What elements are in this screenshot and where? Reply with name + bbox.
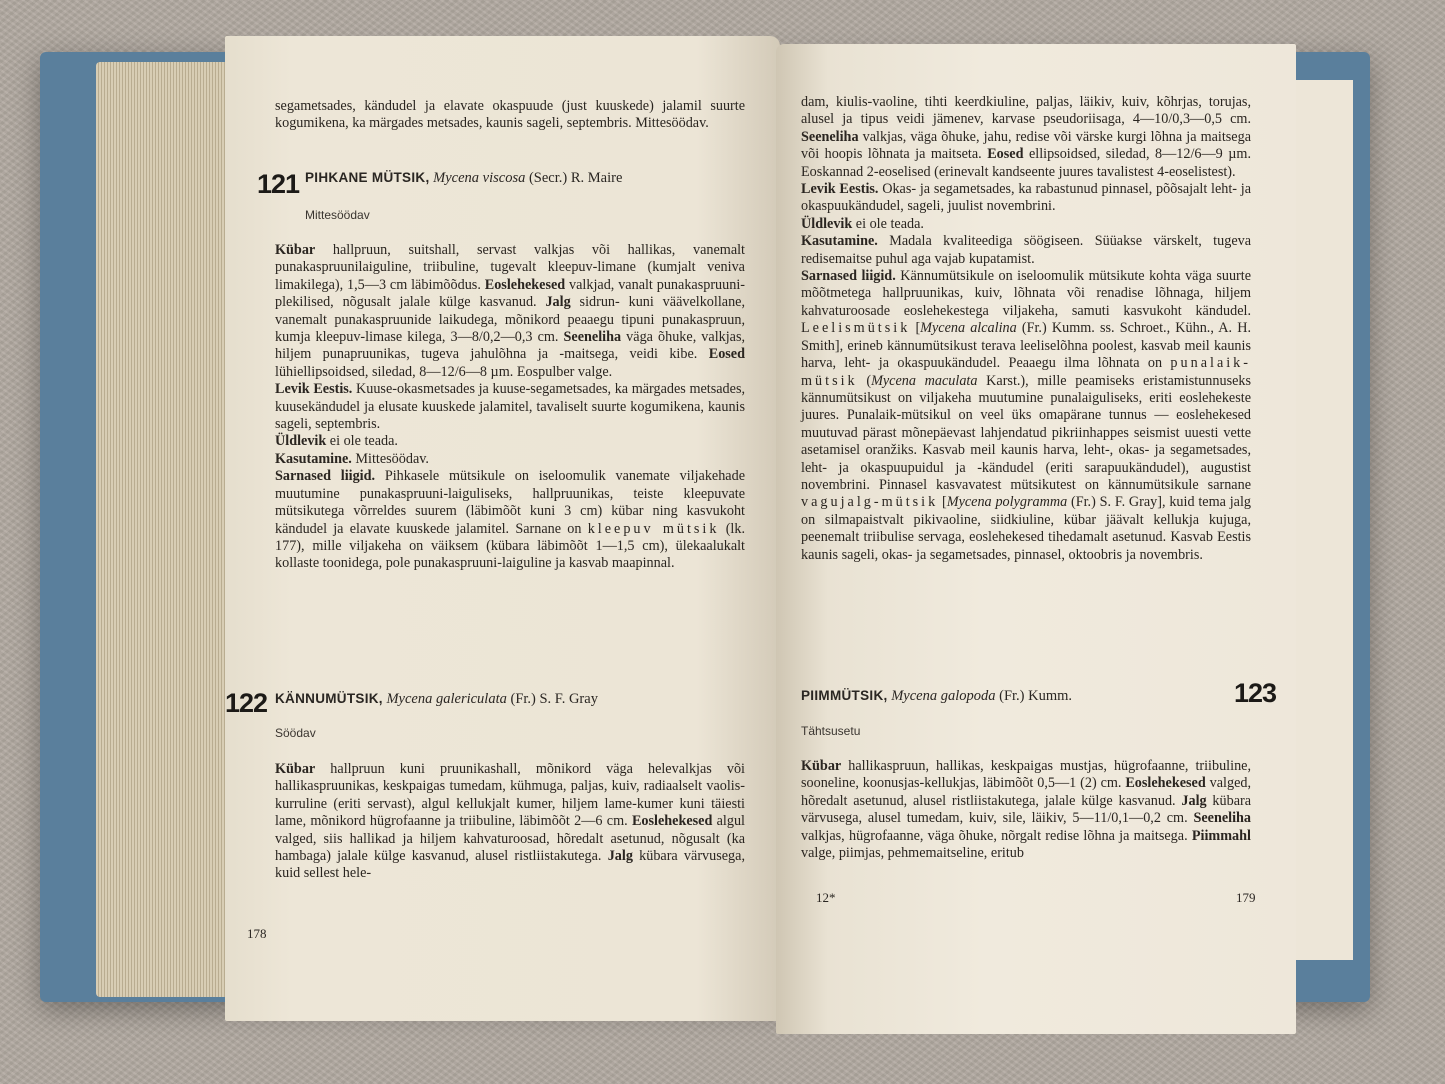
entry-122-continued: dam, kiulis-vaoline, tihti keerdkiuline, paljas, läikiv, kuiv, kõhrjas, torujas, alusel ja tipus veidi jämenev, karvase pseudoriisaga, 4—10/0,3—0,5 cm. Seeneliha valkjas, väga õhuke, jahu, redise või värske kurgi lõhna ja maitsega või hoopis lõhnata ja maitseta. Eosed ellipsoidsed, siledad, 8—12/6—9 µm. Eoskannad 2-eoselised (erinevalt kandseente juures tavalistest 4-eoselistest). Levik Eestis. Okas- ja segametsades, ka rabastunud pinnasel, põõsajalt leht- ja okaspuukändudel, sageli, juulist novembrini. Üldlevik ei ole teada. Kasutamine. Madala kvaliteediga söögiseen. Süüakse värskelt, tugeva redisemaitse puhul aga vajab kupatamist. Sarnased liigid. Kännumütsikule on iseloomulik mütsikute kohta väga suurte mõõtmetega hallpruunikas, kuiv, lõhnata või renadise lõhnaga, hiljem kahvaturoosade eoslehekestega viljakeha, samuti kasvukoht kändudel. Leelismütsik [Mycena alcalina (Fr.) Kumm. ss. Schroet., Kühn., A. H. Smith], erineb kännumütsikust terava leeliselõhna poolest, kasvab meil kaunis harva, leht- ja okaspuukändudel. Peaaegu ilma lõhnata on punalaik-mütsik (Mycena maculata Karst.), mille peamiseks eristamistunnuseks kännumütsikust on viljakeha muutumine punalaiguliseks, eriti eoslehekeste juures. Punalaik-mütsikul on veel üks omapärane tunnus — eoslehekesed muutuvad pärast mõnepäevast lahjendatud pikriinhappes seismist uuesti vette asetamisel oranžiks. Kasvab meil kaunis harva, leht-, okas- ja segametsades, leht- ja okaspuupuidul ja -kändudel (eriti sarapuukändudel), augustist novembrini. Pinnasel kasvavatest mütsikutest on kännumütsikule sarnane vagujalg-mütsik [Mycena polygramma (Fr.) S. F. Gray], kuid tema jalg on silmapaistvalt pikivaoline, siidkiuline, kübar jäävalt kellukja kujuga, peenemalt triibulise servaga, eoslehekesed tihedamalt asetunud. Kasvab Eestis kaunis sageli, okas- ja segametsades, pinnasel, oktoobris ja novembris. (801, 94, 1252, 563)
species-name: PIHKANE MÜTSIK, (305, 170, 430, 185)
species-author: (Secr.) R. Maire (528, 170, 623, 186)
species-name: PIIMMÜTSIK, (801, 688, 888, 703)
species-name: KÄNNUMÜTSIK, (275, 691, 383, 706)
entry-heading-123 (801, 688, 1072, 705)
entry-heading-122 (275, 691, 598, 708)
continued-text: segametsades, kändudel ja elavate okaspuude (just kuuskede) jalamil suurte kogumikena, ka märgades metsades, kaunis sageli, septembris. Mittesöödav. (275, 98, 745, 132)
entry-122-body: Kübar hallpruun kuni pruunikashall, mõnikord väga helevalkjas või hallikaspruunikas, keskpaigas tumedam, kühmuga, paljas, kuiv, radiaalselt vaolis-kurruline (eriti servast), algul kellukjalt kumer, hiljem lame-kumer kuni täiesti lame, mõnikord hügrofaanne ja triibuline, läbimõõt 2—6 cm. Eoslehekesed algul valged, siis hallikad ja hiljem kahvaturoosad, hõredalt asetunud, nõgusalt (ka hambaga) jalale külge kasvanud, alusel ristliistakutega. Jalg kübara värvusega, kuid sellest hele- (275, 761, 745, 882)
page-number-left: 178 (247, 926, 267, 941)
entry-121-body: Kübar hallpruun, suitshall, servast valkjas või hallikas, vanemalt punakaspruunilaiguline, triibuline, tugevalt kleepuv-limane (kumjalt veniva limakilega), 1,5—3 cm läbimõõdus. Eoslehekesed valkjad, vanalt punakaspruuni-plekilised, nõgusalt jalale külge kasvanud. Jalg sidrun- kuni väävelkollane, vanemalt punakaspruunide laikudega, mõnikord peaaegu tipuni punakaspruun, kumja kleepuv-limase kilega, 3—8/0,2—0,3 cm. Seeneliha väga õhuke, valkjas, hiljem punapruunikas, tugeva jahulõhna ja -maitsega, veidi kibe. Eosed lühiellipsoidsed, siledad, 8—12/6—8 µm. Eospulber valge. Levik Eestis. Kuuse-okasmetsades ja kuuse-segametsades, ka märgades metsades, kuusekändudel ja elusate kuuskede jalamitel, tavaliselt suurte kogumikena, kaunis sageli, septembris. Üldlevik ei ole teada. Kasutamine. Mittesöödav. Sarnased liigid. Pihkasele mütsikule on iseloomulik vanemate viljakehade muutumine punakaspruuni-laiguliseks, hallpruunikas, teiste kleepuvate mütsikutega võrreldes suurem (läbimõõt kuni 3 cm) kübar ning kasvukoht kändudel ja elavate kuuskede jalamitel. Sarnane on kleepuv mütsik (lk. 177), mille viljakeha on väiksem (kübara läbimõõt 1—1,5 cm), ülekaalukalt kollaste toonidega, pole punakaspruuni-laiguline ja kasvab maapinnal. (275, 242, 746, 572)
species-author: (Fr.) Kumm. (999, 688, 1073, 704)
page-number-right: 179 (1236, 890, 1256, 905)
edibility-status-123: Tähtsusetu (801, 724, 861, 738)
species-latin: Mycena galericulata (386, 691, 507, 707)
right-page (776, 44, 1296, 1034)
signature-mark: 12* (816, 890, 836, 905)
left-page (225, 36, 780, 1021)
entry-123-body: Kübar hallikaspruun, hallikas, keskpaigas mustjas, hügrofaanne, triibuline, sooneline, koonusjas-kellukjas, läbimõõt 0,5—1 (2) cm. Eoslehekesed valged, hõredalt asetunud, alusel ristliistakutega, jalale külge kasvanud. Jalg kübara värvusega, alusel tumedam, kuiv, sile, läikiv, 5—11/0,1—0,2 cm. Seeneliha valkjas, hügrofaanne, väga õhuke, nõrgalt redise lõhna ja maitsega. Piimmahl valge, piimjas, pehmemaitseline, eritub (801, 758, 1252, 862)
species-author: (Fr.) S. F. Gray (510, 691, 598, 707)
entry-number-121: 121 (257, 169, 300, 199)
edibility-status-122: Söödav (275, 726, 316, 740)
page-edges-right (1290, 80, 1353, 960)
entry-heading-121 (305, 170, 622, 187)
entry-number-123: 123 (1234, 678, 1277, 708)
page-edges-left (96, 62, 236, 997)
edibility-status-121: Mittesöödav (305, 208, 370, 222)
entry-number-122: 122 (225, 688, 268, 718)
species-latin: Mycena galopoda (891, 688, 996, 704)
species-latin: Mycena viscosa (433, 170, 526, 186)
